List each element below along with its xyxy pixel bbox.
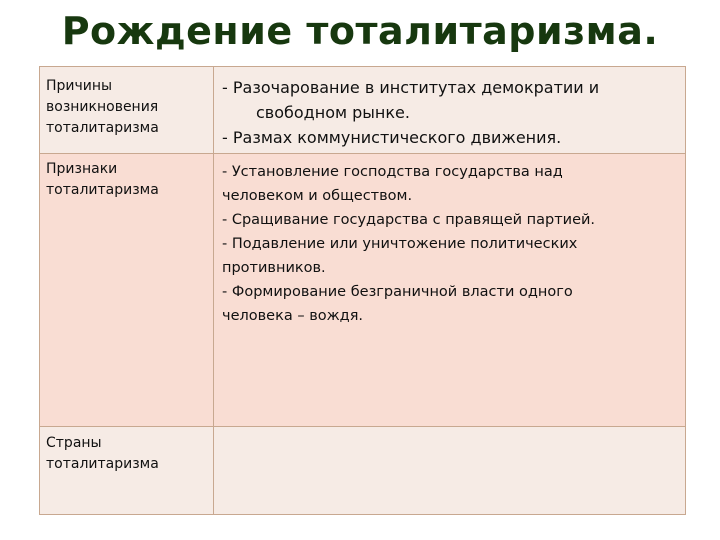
label-line: тоталитаризма xyxy=(46,182,159,198)
table-row-causes xyxy=(40,67,686,154)
row-label-signs xyxy=(40,154,214,427)
row-content-signs xyxy=(214,154,686,427)
row-content-countries xyxy=(214,427,686,515)
label-line: Признаки xyxy=(46,161,118,177)
content-line: - Подавление или уничтожение политических xyxy=(222,236,578,252)
row-content-causes xyxy=(214,67,686,154)
content-line: человека – вождя. xyxy=(222,308,364,324)
content-line: - Разочарование в институтах демократии и xyxy=(222,78,600,97)
label-line: тоталитаризма xyxy=(46,120,159,136)
content-line: - Сращивание государства с правящей партией. xyxy=(222,212,596,228)
row-label-causes xyxy=(40,67,214,154)
label-line: Причины xyxy=(46,78,113,94)
label-line: Страны xyxy=(46,435,102,451)
content-line: свободном рынке. xyxy=(256,103,410,122)
row-label-countries xyxy=(40,427,214,515)
table-row-countries xyxy=(40,427,686,515)
content-line: противников. xyxy=(222,260,326,276)
label-line: тоталитаризма xyxy=(46,456,159,472)
content-line: - Установление господства государства над xyxy=(222,164,563,180)
content-line: - Размах коммунистического движения. xyxy=(222,128,562,147)
slide-title: Рождение тоталитаризма. xyxy=(61,9,659,53)
table-row-signs xyxy=(40,154,686,427)
label-line: возникновения xyxy=(46,99,159,115)
content-line: человеком и обществом. xyxy=(222,188,413,204)
content-line: - Формирование безграничной власти одного xyxy=(222,284,573,300)
info-table xyxy=(39,66,686,515)
